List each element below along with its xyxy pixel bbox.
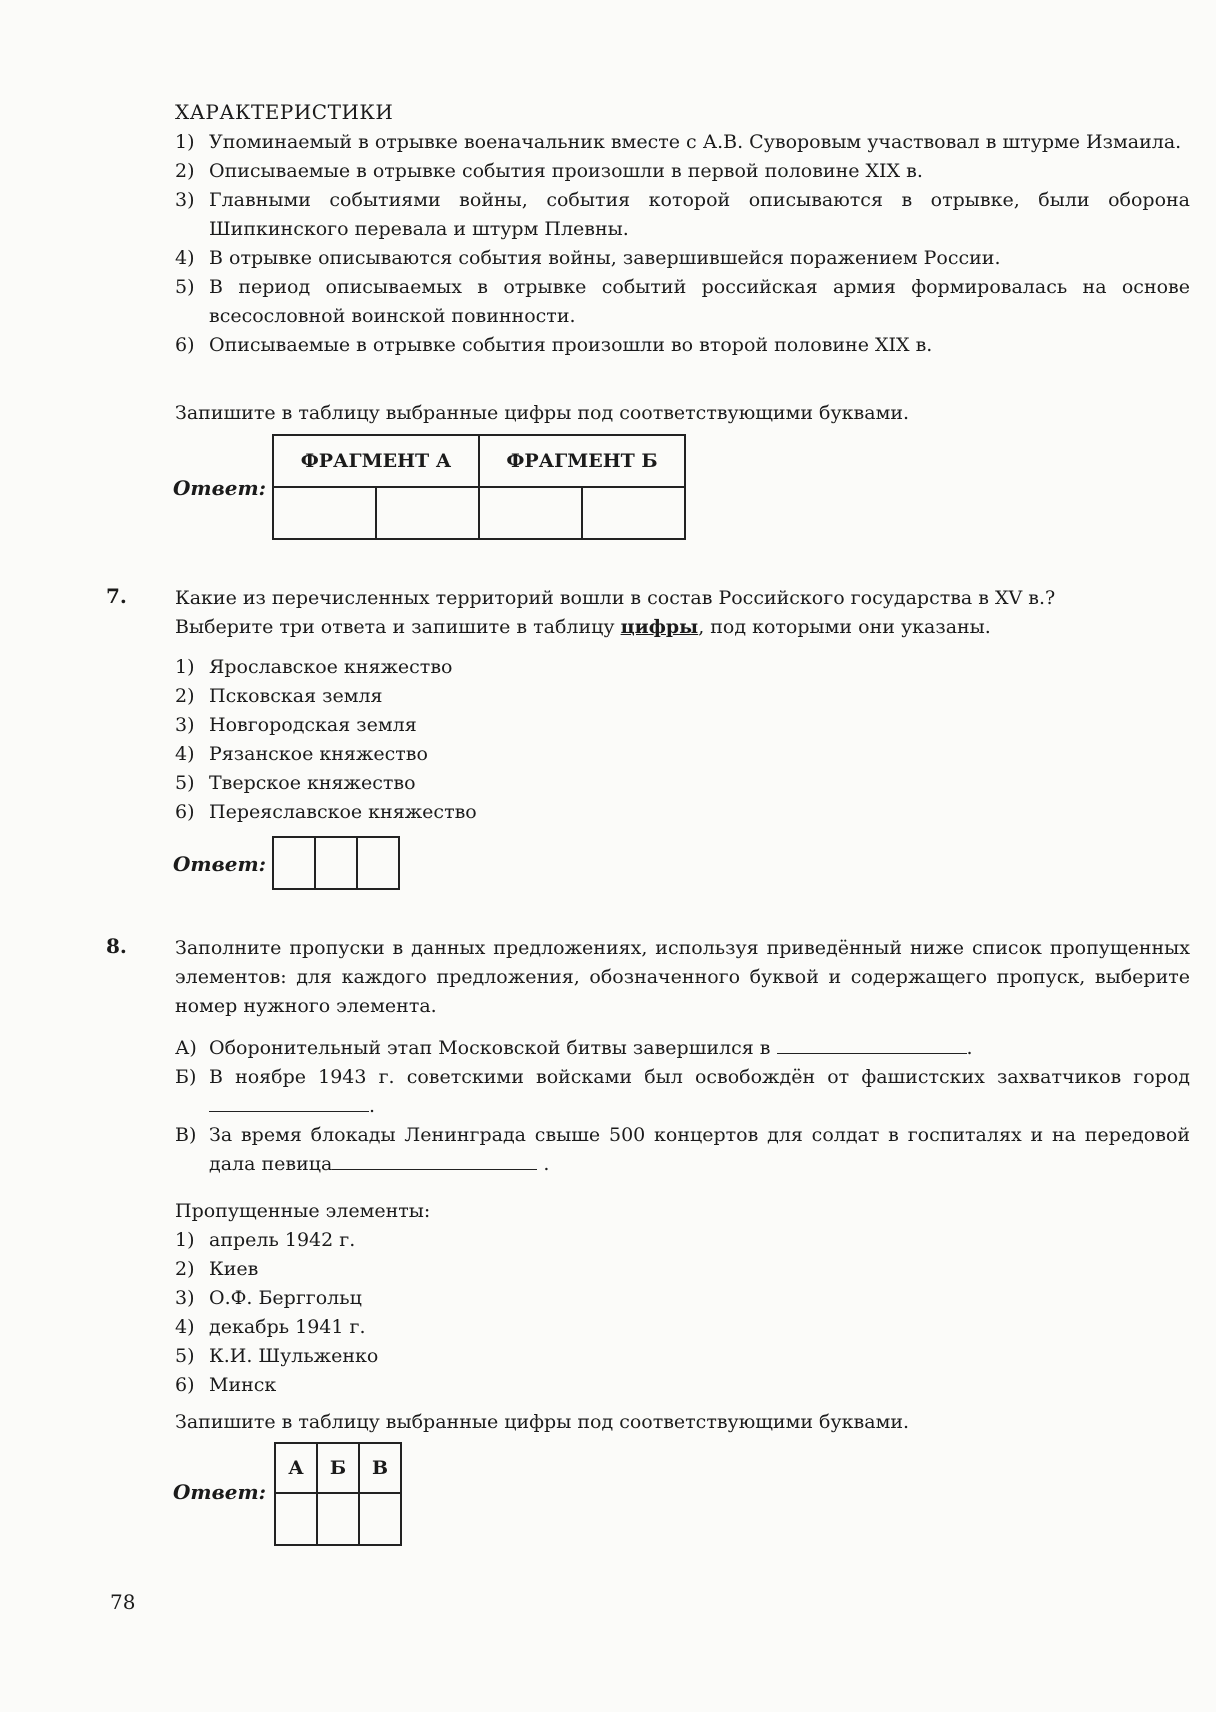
blank-c[interactable]	[332, 1151, 537, 1170]
list-item: 3) О.Ф. Берггольц	[175, 1287, 362, 1309]
question-text: Выберите три ответа и запишите в таблицу цифры, под которыми они указаны.	[175, 616, 991, 638]
list-item: Б) В ноябре 1943 г. советскими войсками был освобождён от фашистских захватчиков город .	[175, 1066, 1190, 1117]
list-item: 5) Тверское княжество	[175, 772, 416, 794]
list-item: 2) Киев	[175, 1258, 259, 1280]
list-item: 5) В период описываемых в отрывке событий российская армия формировалась на основе всесословной воинской повинности.	[175, 276, 1190, 327]
list-item: 2) Описываемые в отрывке события произошли в первой половине XIX в.	[175, 160, 923, 182]
list-item: 1) Ярославское княжество	[175, 656, 453, 678]
list-item: А) Оборонительный этап Московской битвы завершился в .	[175, 1037, 973, 1059]
header-fragment-b: ФРАГМЕНТ Б	[479, 435, 685, 487]
characteristics-heading: ХАРАКТЕРИСТИКИ	[175, 100, 394, 124]
answer-table-q7	[272, 836, 400, 890]
answer-table-q8	[274, 1442, 402, 1546]
header-b: Б	[317, 1443, 359, 1493]
answer-cell[interactable]	[315, 837, 357, 889]
list-item: 4) Рязанское княжество	[175, 743, 428, 765]
header-fragment-a: ФРАГМЕНТ А	[273, 435, 479, 487]
list-item: 3) Главными событиями войны, события которой описываются в отрывке, были оборона Шипкинского перевала и штурм Плевны.	[175, 189, 1190, 240]
list-item: 4) декабрь 1941 г.	[175, 1316, 366, 1338]
question-text: Какие из перечисленных территорий вошли в состав Российского государства в XV в.?	[175, 587, 1056, 609]
blank-b[interactable]	[209, 1093, 369, 1112]
list-item: 4) В отрывке описываются события войны, завершившейся поражением России.	[175, 247, 1001, 269]
answer-cell[interactable]	[479, 487, 582, 539]
elements-list	[175, 1226, 675, 1400]
answer-table-fragments	[272, 434, 686, 540]
list-item: 1) Упоминаемый в отрывке военачальник вместе с А.В. Суворовым участвовал в штурме Измаила.	[175, 131, 1182, 153]
page-number: 78	[110, 1590, 136, 1614]
blank-a[interactable]	[777, 1035, 967, 1054]
answer-cell[interactable]	[317, 1493, 359, 1545]
answer-cell[interactable]	[357, 837, 399, 889]
list-item: 5) К.И. Шульженко	[175, 1345, 379, 1367]
answer-cell[interactable]	[273, 837, 315, 889]
instruction-text: Запишите в таблицу выбранные цифры под соответствующими буквами.	[175, 402, 910, 424]
answer-cell[interactable]	[359, 1493, 401, 1545]
elements-title: Пропущенные элементы:	[175, 1200, 431, 1222]
question-text: Заполните пропуски в данных предложениях, используя приведённый ниже список пропущенных элементов: для каждого предложения, обозначенного буквой и содержащего пропуск, выберите номер нужного элемента.	[175, 937, 1190, 1017]
header-v: В	[359, 1443, 401, 1493]
list-item: 3) Новгородская земля	[175, 714, 417, 736]
options-list	[175, 653, 675, 827]
list-item: 6) Переяславское княжество	[175, 801, 477, 823]
answer-cell[interactable]	[275, 1493, 317, 1545]
answer-label: Ответ:	[173, 1480, 266, 1504]
list-item: 6) Описываемые в отрывке события произошли во второй половине XIX в.	[175, 334, 933, 356]
list-item: В) За время блокады Ленинграда свыше 500 концертов для солдат в госпиталях и на передовой дала певица .	[175, 1124, 1190, 1175]
answer-label: Ответ:	[173, 476, 266, 500]
characteristics-list	[175, 128, 1190, 360]
header-a: А	[275, 1443, 317, 1493]
list-item: 6) Минск	[175, 1374, 277, 1396]
list-item: 1) апрель 1942 г.	[175, 1229, 356, 1251]
question-number: 7.	[106, 584, 127, 608]
answer-cell[interactable]	[273, 487, 376, 539]
question-number: 8.	[106, 934, 127, 958]
answer-label: Ответ:	[173, 852, 266, 876]
answer-cell[interactable]	[376, 487, 479, 539]
answer-cell[interactable]	[582, 487, 685, 539]
list-item: 2) Псковская земля	[175, 685, 383, 707]
sentences-list	[175, 1034, 1190, 1179]
instruction-text: Запишите в таблицу выбранные цифры под соответствующими буквами.	[175, 1411, 910, 1433]
